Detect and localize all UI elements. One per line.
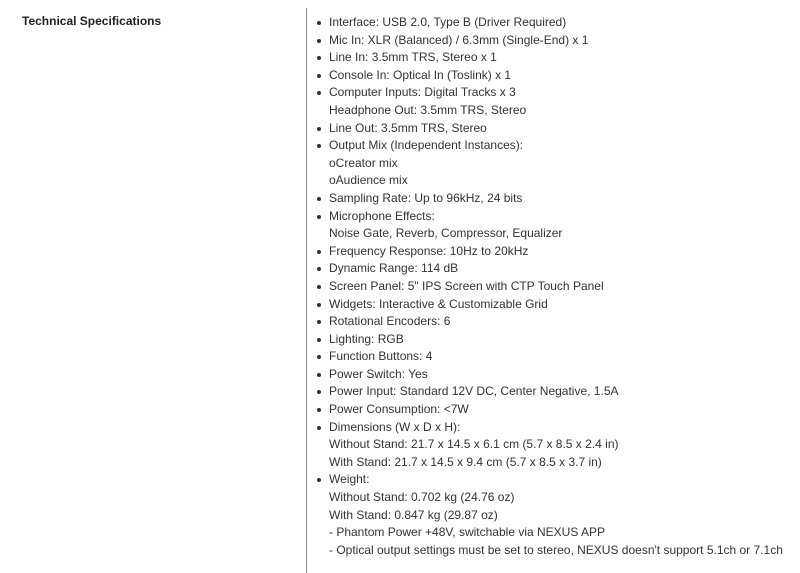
spec-item (329, 243, 783, 261)
spec-item (329, 278, 783, 296)
spec-item (329, 260, 783, 278)
spec-line: Headphone Out: 3.5mm TRS, Stereo (329, 102, 527, 117)
spec-item (329, 331, 783, 349)
spec-line: - Phantom Power +48V, switchable via NEXUS APP (329, 525, 606, 540)
spec-line: Function Buttons: 4 (329, 349, 433, 364)
spec-line: oCreator mix (329, 155, 398, 170)
spec-list (329, 14, 783, 559)
spec-item (329, 190, 783, 208)
spec-item (329, 366, 783, 384)
spec-line: With Stand: 0.847 kg (29.87 oz) (329, 507, 498, 522)
column-divider (306, 8, 307, 573)
spec-item (329, 137, 783, 190)
spec-item (329, 32, 783, 50)
spec-item (329, 471, 783, 559)
spec-line: Frequency Response: 10Hz to 20kHz (329, 243, 529, 258)
spec-item (329, 401, 783, 419)
spec-line: Without Stand: 21.7 x 14.5 x 6.1 cm (5.7 x 8.5 x 2.4 in) (329, 437, 619, 452)
spec-item (329, 296, 783, 314)
spec-line: Weight: (329, 472, 370, 487)
spec-line: With Stand: 21.7 x 14.5 x 9.4 cm (5.7 x 8.5 x 3.7 in) (329, 454, 602, 469)
spec-item (329, 14, 783, 32)
spec-item (329, 348, 783, 366)
spec-line: Rotational Encoders: 6 (329, 314, 451, 329)
spec-line: Line In: 3.5mm TRS, Stereo x 1 (329, 50, 497, 65)
spec-line: Power Switch: Yes (329, 366, 428, 381)
spec-line: Noise Gate, Reverb, Compressor, Equalizer (329, 226, 563, 241)
spec-item (329, 120, 783, 138)
spec-line: Power Consumption: <7W (329, 402, 469, 417)
spec-item (329, 208, 783, 243)
spec-line: Microphone Effects: (329, 208, 435, 223)
spec-line: Power Input: Standard 12V DC, Center Negative, 1.5A (329, 384, 619, 399)
spec-line: Screen Panel: 5" IPS Screen with CTP Touch Panel (329, 278, 604, 293)
spec-line: Dynamic Range: 114 dB (329, 261, 459, 276)
spec-item (329, 84, 783, 119)
spec-line: Interface: USB 2.0, Type B (Driver Required) (329, 15, 567, 29)
spec-line: Output Mix (Independent Instances): (329, 138, 524, 153)
spec-line: Line Out: 3.5mm TRS, Stereo (329, 120, 487, 135)
spec-line: Computer Inputs: Digital Tracks x 3 (329, 85, 516, 100)
spec-line: Without Stand: 0.702 kg (24.76 oz) (329, 490, 515, 505)
spec-line: Sampling Rate: Up to 96kHz, 24 bits (329, 190, 523, 205)
spec-line: Console In: Optical In (Toslink) x 1 (329, 67, 512, 82)
spec-line: Dimensions (W x D x H): (329, 419, 461, 434)
spec-item (329, 419, 783, 472)
section-title: Technical Specifications (22, 14, 162, 28)
spec-line: Mic In: XLR (Balanced) / 6.3mm (Single-End) x 1 (329, 32, 589, 47)
spec-item (329, 313, 783, 331)
spec-line: Widgets: Interactive & Customizable Grid (329, 296, 548, 311)
spec-item (329, 49, 783, 67)
spec-line: oAudience mix (329, 173, 408, 188)
spec-line: Lighting: RGB (329, 331, 404, 346)
spec-line: - Optical output settings must be set to stereo, NEXUS doesn't support 5.1ch or 7.1ch (329, 542, 783, 557)
spec-item (329, 383, 783, 401)
spec-item (329, 67, 783, 85)
